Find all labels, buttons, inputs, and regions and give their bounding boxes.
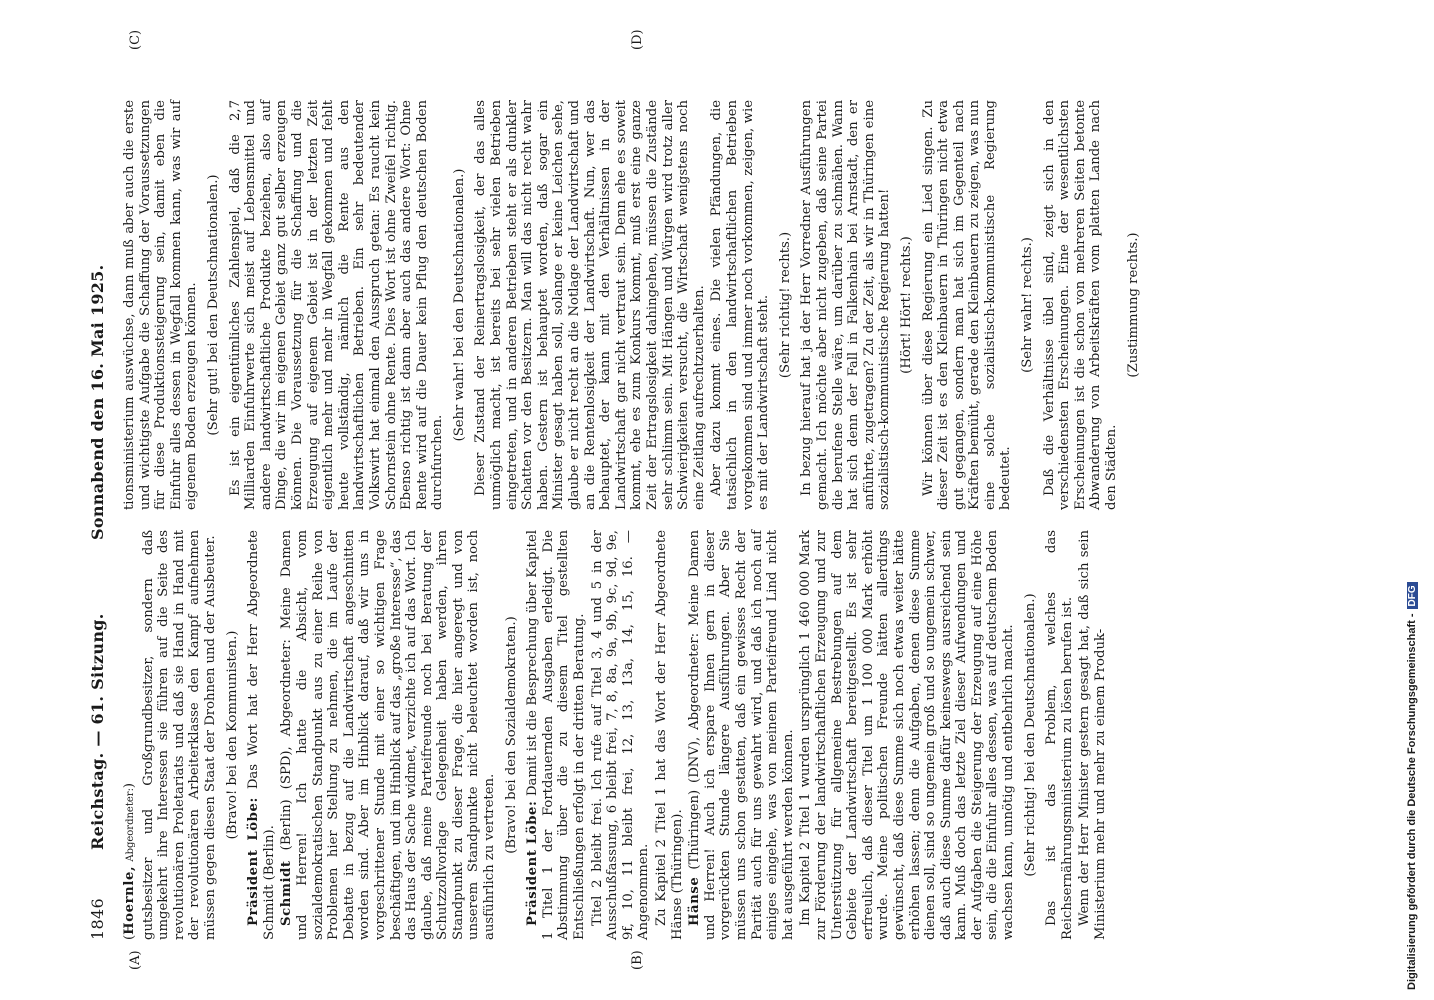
paragraph: Im Kapitel 2 Titel 1 wurden ursprünglich 1 460 000 Mark zur Förderung der landwirtschaftlichen Erzeugung und zur Unterstützung für allgemeine Bestrebungen auf dem Gebiete der Landwirtschaft bereitgestellt. Es ist sehr erfreulich, daß dieser Titel um 1 100 000 Mark erhöht wurde. Meine politischen Freunde hätten allerdings gewünscht, daß diese Summe sich noch etwas weiter hätte erhöhen lassen; denn die Aufgaben, denen diese Summe dienen soll, sind so ungemein groß und so ungemein schwer, daß auch diese Summe dafür keineswegs ausreichend sein kann. Muß doch das letzte Ziel dieser Aufwendungen und der Aufgaben die Steigerung der Erzeugung auf eine Höhe sein, die die Einfuhr alles dessen, was auf deutschem Boden wachsen kann, unnötig und entbehrlich macht. — [798, 530, 1017, 940]
paragraph: Es ist ein eigentümliches Zahlenspiel, daß die 2,7 Milliarden Einfuhrwerte sich meist auf Lebensmittel und andere landwirtschaftliche Produkte beziehen, also auf Dinge, die wir im eigenen Gebiet ganz gut selber erzeugen können. Die Voraussetzung für die Schaffung und die Erzeugung auf eigenem Gebiet ist in der letzten Zeit eigentlich mehr und mehr in Wegfall gekommen und fehlt heute vollständig, nämlich die Rente aus den landwirtschaftlichen Betrieben. Ein sehr bedeutender Volkswirt hat einmal den Ausspruch getan: Es raucht kein Schornstein ohne Rente. Dies Wort ist ohne Zweifel richtig. Ebenso richtig ist dann aber auch das andere Wort: Ohne Rente wird auf die Dauer kein Pflug den deutschen Boden durchfurchen. — [227, 100, 446, 510]
reaction: (Bravo! bei den Sozialdemokraten.) — [503, 616, 519, 854]
document-page — [70, 20, 1340, 980]
speaker-name: Präsident Löbe: — [246, 797, 262, 926]
paragraph: Titel 2 bleibt frei. Ich rufe auf Titel 3, 4 und 5 in der Ausschußfassung, 6 bleibt frei, 7, 8, 8a, 9a, 9b, 9c, 9d, 9e, 9f, 10, 11 bleibt frei, 12, 13, 13a, 14, 15, 16. — Angenommen. — [589, 530, 652, 940]
reaction: (Sehr richtig! rechts.) — [777, 231, 793, 379]
speaker-role: Abgeordneter: — [125, 788, 136, 862]
speech-text: (Berlin) (SPD), Abgeordneter: Meine Damen und Herren! Ich hatte die Absicht, vom sozialdemokratischen Standpunkt aus zu einer Reihe von Problemen hier Stellung zu nehmen, die im Laufe der Debatte in bezug auf die Landwirtschaft angeschnitten worden sind. Aber im Hinblick darauf, daß wir uns in vorgeschrittener Stunde mit einer so wichtigen Frage beschäftigen, und im Hinblick auf das „große Interesse“, das das Haus der Sache widmet, verzichte ich auf das Wort. Ich glaube, daß meine Parteifreunde noch bei Beratung der Schutzzollvorlage Gelegenheit haben werden, ihren Standpunkt zu dieser Frage, die hier angeregt und von unserem Standpunkte nicht beleuchtet worden ist, noch ausführlich zu vertreten. — [279, 530, 498, 940]
speech-text: (Thüringen) (DNV), Abgeordneter: Meine Damen und Herren! Auch ich erspare Ihnen gern in dieser vorgerückten Stunde längere Ausführungen. Aber Sie müssen uns schon gestatten, daß ein gewisses Recht der Parität auch für uns gewahrt wird, und daß ich noch auf einiges eingehe, was von meinem Parteifreund Lind nicht hat ausgeführt werden können. — [687, 530, 796, 940]
paragraph — [525, 530, 587, 940]
right-column — [122, 100, 1147, 510]
speaker-name: Schmidt — [279, 860, 295, 926]
paragraph: Dieser Zustand der Reinertragslosigkeit, der das alles unmöglich macht, ist bereits bei sehr vielen Betrieben eingetreten, und in anderen Betrieben steht er als dunkler Schatten vor den Besitzern. Man will das nicht recht wahr haben. Gestern ist behauptet worden, daß sogar ein Minister gesagt haben soll, solange er keine Leichen sehe, glaube er nicht recht an die Notlage der Landwirtschaft und an die Rentenlosigkeit der Landwirtschaft. Nun, wer das behauptet, der kann mit den Verhältnissen in der Landwirtschaft gar nicht vertraut sein. Denn ehe es soweit kommt, ehe es zum Konkurs kommt, muß erst eine ganze Zeit der Ertragslosigkeit dahingehen, müssen die Zustände sehr schlimm sein. Mit Hängen und Würgen wird trotz aller Schwierigkeiten versucht, die Wirtschaft wenigstens noch eine Zeitlang aufrechtzuerhalten. — [473, 100, 707, 510]
speaker-name: Präsident Löbe: — [525, 800, 541, 926]
paragraph: Das ist das Problem, welches das Reichsernährungsministerium zu lösen berufen ist. — [1044, 530, 1075, 940]
paragraph: Aber dazu kommt eines. Die vielen Pfändungen, die tatsächlich in den landwirtschaftlichen Betrieben vorgekommen sind und immer noch vorkommen, zeigen, wie es mit der Landwirtschaft steht. — [709, 100, 772, 510]
margin-marker-c: (C) — [128, 29, 143, 50]
digitization-footer — [1406, 10, 1426, 990]
reaction: (Bravo! bei den Kommunisten.) — [224, 630, 240, 840]
paragraph: Wir können über diese Regierung ein Lied singen. Zu dieser Zeit ist es den Kleinbauern in Thüringen nicht etwa gut gegangen, sondern man hat sich im Gegenteil nach Kräften bemüht, gerade den Kleinbauern zu zeigen, was nun eine solche sozialistisch-kommunistische Regierung bedeutet. — [920, 100, 1014, 510]
footer-text: Digitalisierung gefördert durch die Deutsche Forschungsgemeinschaft - — [1406, 613, 1418, 990]
paragraph — [687, 530, 796, 940]
speaker-line: (Hoernle, Abgeordneter:) — [122, 782, 137, 940]
reaction: (Sehr wahr! bei den Deutschnationalen.) — [451, 168, 467, 442]
speaker-name: Hoernle, — [122, 865, 137, 935]
footer-text-line — [1406, 30, 1418, 990]
paragraph — [246, 530, 277, 940]
page-number: 1846 — [88, 898, 107, 940]
paragraph: gutsbesitzer und Großgrundbesitzer, sondern daß umgekehrt ihre Interessen sie führen auf die Seite des revolutionären Proletariats und daß sie Hand in Hand mit der revolutionären Arbeiterklasse den Kampf aufnehmen müssen gegen diesen Staat der Drohnen und der Ausbeuter. — [140, 530, 218, 940]
speech-text: Damit ist die Besprechung über Kapitel 1 Titel 1 der Fortdauernden Ausgaben erledigt. Die Abstimmung über die zu diesem Titel gestellten Entschließungen erfolgt in der dritten Beratung. — [525, 530, 588, 940]
paragraph: Wenn der Herr Minister gestern gesagt hat, daß sich sein Ministerium mehr und mehr zu einem Produk- — [1077, 530, 1109, 940]
speech-text: Das Wort hat der Herr Abgeordnete Schmidt (Berlin). — [246, 530, 277, 940]
left-column — [122, 530, 1111, 940]
session-title: Reichstag. — 61. Sitzung. — [88, 613, 107, 850]
dfg-logo: DFG — [1407, 582, 1418, 609]
paragraph: tionsministerium auswüchse, dann muß aber auch die erste und wichtigste Aufgabe die Schaffung der Voraussetzungen für diese Produktionssteigerung sein, damit eben die Einfuhr alles dessen in Wegfall kommen kann, was wir auf eigenem Boden erzeugen können. — [122, 100, 200, 510]
reaction: (Sehr richtig! bei den Deutschnationalen.) — [1022, 593, 1038, 877]
paragraph — [279, 530, 497, 940]
session-date: Sonnabend den 16. Mai 1925. — [88, 264, 107, 540]
page-header — [88, 60, 112, 940]
reaction: (Zustimmung rechts.) — [1125, 232, 1141, 378]
margin-marker-a: (A) — [128, 950, 143, 970]
margin-marker-d: (D) — [630, 29, 645, 50]
margin-marker-b: (B) — [630, 950, 645, 970]
reaction: (Sehr gut! bei den Deutschnationalen.) — [205, 174, 221, 436]
speaker-name: Hänse — [687, 876, 703, 926]
reaction: (Hört! Hört! rechts.) — [898, 236, 914, 374]
paragraph: Daß die Verhältnisse übel sind, zeigt sich in den verschiedensten Erscheinungen. Eine der wesentlichsten Erscheinungen ist die schon von mehreren Seiten betonte Abwanderung von Arbeitskräften vom platten Lande nach den Städten. — [1041, 100, 1120, 510]
paragraph: Zu Kapitel 2 Titel 1 hat das Wort der Herr Abgeordnete Hänse (Thüringen). — [654, 530, 685, 940]
paragraph: In bezug hierauf hat ja der Herr Vorredner Ausführungen gemacht. Ich möchte aber nicht zugeben, daß seine Partei die berufene Stelle wäre, um darüber zu schmähen. Wann hat sich denn der Fall in Falkenhain bei Arnstadt, den er anführte, zugetragen? Zu der Zeit, als wir in Thüringen eine sozialistisch-kommunistische Regierung hatten! — [799, 100, 893, 510]
reaction: (Sehr wahr! rechts.) — [1020, 237, 1036, 373]
